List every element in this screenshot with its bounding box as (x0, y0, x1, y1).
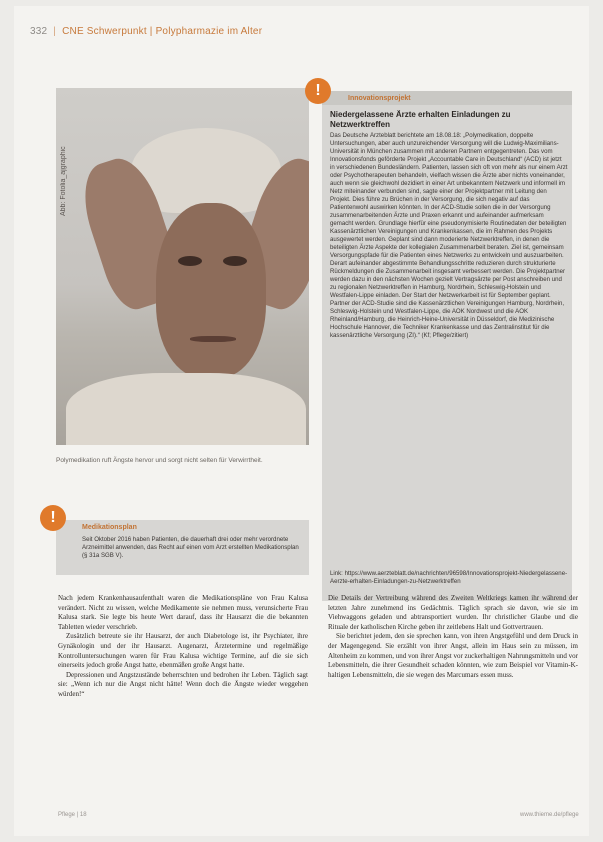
article-column-left (58, 594, 308, 700)
photo-eye-shape (178, 256, 202, 266)
infobox-body: Das Deutsche Ärzteblatt berichtete am 18.08.18: „Polymedikation, doppelte Untersuchungen, aber auch unzureichender Versorgung will die Ludwig-Maximilians-Universität in München zusammen mit anderen Partnern entgegentreten. Das vom Innovationsfonds geförderte Projekt „Accountable Care in Deutschland“ (ACD) ist jetzt in verschiedenen Bundesländern. Patienten, lassen sich oft von mehr als nur einem Arzt oder Psychotherapeuten behandeln, vielfach wissen die Ärzte aber nichts voneinander, auch wenn sie gleichwohl dezidiert in einer Art unbekanntem Netzwerk und informell im Netz miteinander verbunden sind, sagte einer der Projektpartner mit Leitung den Projekt. Dies führe zu Brüchen in der Versorgung, die sich negativ auf das Patientenwohl auswirken könnten. In der ACD-Studie sollen die in der Versorgung zusammenarbeitenden Ärzte und Praxen erkannt und aufeinander aufmerksam gemacht werden. Grundlage hierfür eine pseudonymisierte Routinedaten der beteiligten Kassenärztlichen Vereinigungen und Krankenkassen, die im Rahmen des Projekts ausgewertet werden. Geplant sind dann moderierte Netzwerktreffen, in denen die beteiligten Ärzte Aspekte der kollegialen Zusammenarbeit beraten. Ziel ist, gemeinsam Versorgungspfade für die Patienten eines Netzwerks zu entwickeln und auszuarbeiten. Derart aufeinander abgestimmte Behandlungsschritte reduzieren durch strukturierte Rückmeldungen die Zusammenarbeit insgesamt verbessert werden. Die Projektpartner werden dazu in den nächsten Wochen gezielt Vertragsärzte per Post anschreiben und zu regionalen Netzwerktreffen in Hamburg, Nordrhein, Schleswig-Holstein und Westfalen-Lippe einladen. Der Start der Netzwerkarbeit ist für September geplant. Partner der ACD-Studie sind die Kassenärztlichen Vereinigungen Hamburg, Nordrhein, Schleswig-Holstein und Westfalen-Lippe, die AOK Nordwest und die AOK Rheinland/Hamburg, die Heinrich-Heine-Universität in Düsseldorf, die Medizinische Hochschule Hannover, die Techniker Krankenkasse und das Zentralinstitut für die kassenärztliche Versorgung (ZI).“ (Kf; Pflege/zitiert) (330, 132, 568, 339)
header-separator: | (53, 26, 57, 37)
photo-sweater-shape (66, 373, 306, 445)
page-number: 332 (30, 26, 48, 37)
photo-credit: Abb: Fotolia_ajgraphic (60, 146, 67, 216)
infobox2-kicker: Medikationsplan (82, 524, 137, 531)
page-header (30, 26, 262, 37)
article-column-right (328, 594, 578, 680)
footer-left: Pflege | 18 (58, 812, 87, 818)
article-photo (56, 88, 309, 445)
photo-caption: Polymedikation ruft Ängste hervor und sorgt nicht selten für Verwirrtheit. (56, 457, 263, 464)
infobox-title: Niedergelassene Ärzte erhalten Einladungen zu Netzwerktreffen (330, 110, 511, 129)
infobox2-body: Seit Oktober 2016 haben Patienten, die dauerhaft drei oder mehr verordnete Arzneimittel anwenden, das Recht auf einen vom Arzt erstellten Medikationsplan (§ 31a SGB V). (82, 536, 299, 559)
footer-right: www.thieme.de/pflege (520, 812, 579, 818)
photo-face-shape (156, 203, 266, 378)
paragraph: Depressionen und Angstzustände beherrschten und bedrohen ihr Leben. Täglich sagt sie: „Wenn ich nur die Angst nicht hätte! Wenn doch die Ängste wieder weggehen würden!“ (58, 670, 308, 698)
exclamation-icon: ! (305, 78, 331, 104)
photo-mouth-shape (190, 336, 236, 342)
exclamation-icon: ! (40, 505, 66, 531)
paragraph: Sie berichtet jedem, den sie sprechen kann, von ihren Angstgefühl und dem Druck in der Magengegend. Sie erzählt von ihrer Angst, allein im Haus sein zu müssen, im Altenheim zu kommen, und von ihrer Angst vor zuckerhaltigen Nahrungsmitteln und vor Lebensmitteln, die ihrer Gesundheit schaden könnten, wie zum Beispiel vor Vitamin-K-haltigen Lebensmitteln, die sie wegen des Marcumars essen muss. (328, 632, 578, 679)
section-title: CNE Schwerpunkt | Polypharmazie im Alter (62, 26, 263, 37)
photo-eye-shape (223, 256, 247, 266)
paragraph: Nach jedem Krankenhausaufenthalt waren die Medikationspläne von Frau Kalusa verändert. Nicht zu wissen, welche Medikamente sie nehmen muss, verunsicherte Frau Kalusa stark. Sie legte bis heute Wert darauf, dass ihr Hausarzt die die bekannten Tabletten wieder verschrieb. (58, 594, 308, 631)
paragraph: Die Details der Vertreibung während des Zweiten Weltkriegs kamen ihr während der letzten Jahre zunehmend ins Gedächtnis. Täglich sprach sie davon, wie sie im Viehwaggons geladen und abtransportiert wurden. Ihr christlicher Glaube und die Rituale der katholischen Kirche geben ihr zeitlebens Halt und Gottvertrauen. (328, 594, 578, 631)
paragraph: Zusätzlich betreute sie ihr Hausarzt, der auch Diabetologe ist, ihr Psychiater, ihre Gynäkologin und der ihr Hausarzt. Augenarzt, Ärztetermine und regelmäßige Kontrolluntersuchungen waren für Frau Kalusa wichtige Termine, auf die sie sich einerseits jedoch große Angst hatte, ebenmäßen große Angst hatte. (58, 632, 308, 670)
infobox-kicker: Innovationsprojekt (348, 95, 411, 102)
infobox-link[interactable]: Link: https://www.aerzteblatt.de/nachrichten/96598/Innovationsprojekt-Niedergelassene-Aerzte-erhalten-Einladungen-zu-Netzwerktreffen (330, 570, 568, 585)
